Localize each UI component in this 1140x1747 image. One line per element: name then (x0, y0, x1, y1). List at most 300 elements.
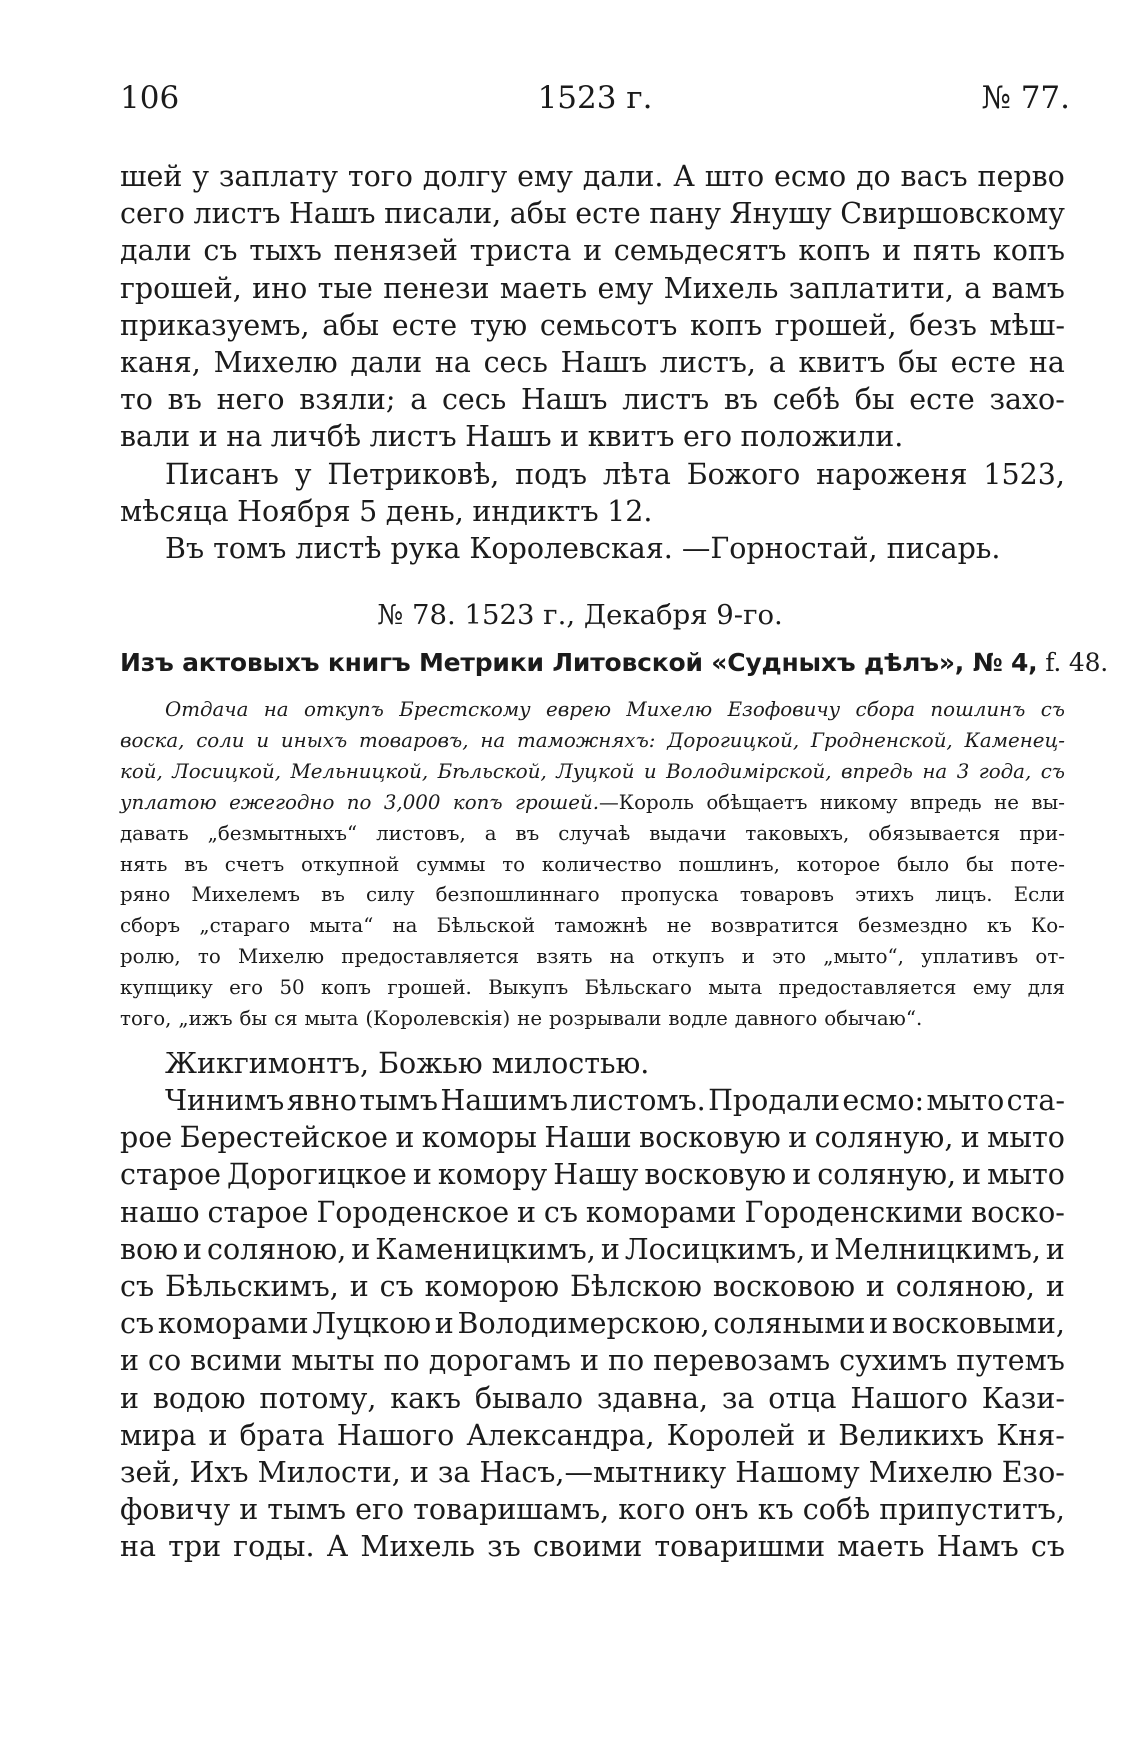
word: мыта (708, 976, 763, 1000)
word: Луцкою (312, 1307, 432, 1341)
word: и (409, 1455, 429, 1489)
summary-line (120, 695, 1065, 726)
word: безмездно (858, 914, 968, 938)
word: и (239, 1493, 259, 1527)
word: тую (469, 308, 528, 342)
word: Ноября (237, 494, 351, 528)
word: Володимерскою, (457, 1307, 710, 1341)
word: его (229, 976, 264, 1000)
word: впредь (909, 790, 982, 814)
word: и (580, 1344, 600, 1378)
summary-line (120, 1004, 1065, 1035)
word: заплату (218, 160, 338, 193)
word: того, (120, 1006, 172, 1030)
word: маеть (837, 1530, 925, 1564)
word: копъ (798, 234, 871, 268)
word: случаѣ (558, 821, 631, 845)
word: „мыто“, (823, 945, 904, 969)
text-line (120, 381, 1065, 418)
word: тымъ (359, 1084, 438, 1118)
word: вы- (1031, 790, 1065, 814)
word: за (437, 1455, 471, 1489)
word: Выкупъ (488, 976, 569, 1000)
word: Писанъ (165, 457, 279, 491)
word: 3,000 (383, 790, 441, 814)
word: мыты (291, 1344, 375, 1378)
word: отца (768, 1381, 837, 1415)
word: то (502, 852, 526, 876)
body-line (120, 1305, 1065, 1342)
word: на (480, 728, 506, 752)
date-line (120, 493, 1065, 530)
word: мыто (987, 1158, 1065, 1192)
word: квитъ (798, 345, 886, 379)
word: соляными (713, 1307, 866, 1341)
word: листъ, (659, 345, 756, 379)
word: мыта“ (309, 914, 374, 938)
word: мыта (304, 1006, 359, 1030)
word: Нашъ (289, 197, 376, 231)
word: на (1028, 345, 1065, 379)
document-78-body (120, 1082, 1065, 1565)
word: и (960, 1121, 980, 1155)
word: того (347, 160, 413, 193)
word: и (865, 1269, 885, 1303)
word: сесь (441, 383, 507, 417)
word: каня, (120, 345, 201, 379)
word: васъ (900, 160, 968, 193)
word: розрывали (548, 1006, 662, 1030)
word: листомъ. (570, 1084, 706, 1118)
word: Лосицкой, (172, 759, 281, 783)
word: Нашого (850, 1381, 968, 1415)
word: Ко- (1030, 914, 1065, 938)
word: абы (509, 197, 567, 231)
word: копъ (992, 234, 1065, 268)
word: съ (1040, 759, 1065, 783)
word: абы (322, 308, 380, 342)
word: Кази- (981, 1381, 1065, 1415)
word: водою (152, 1381, 246, 1415)
word: потому, (259, 1381, 377, 1415)
text-line (120, 232, 1065, 269)
word: триста (469, 234, 572, 268)
word: купщику (120, 976, 213, 1000)
word: въ (321, 883, 345, 907)
word: приказуемъ, (120, 308, 310, 342)
word: и (792, 1158, 812, 1192)
word: Михель (360, 1530, 476, 1564)
word: на (392, 914, 418, 938)
word: Свиршовскому (840, 197, 1065, 231)
word: есте (909, 383, 975, 417)
word: и (882, 234, 902, 268)
word: восковыми, (891, 1307, 1065, 1341)
word: воско- (971, 1195, 1065, 1229)
word: листъ (369, 420, 457, 454)
word: къ (757, 1493, 794, 1527)
word: есмо: (842, 1084, 925, 1118)
word: Насъ,—мытнику (479, 1455, 727, 1489)
word: ему (597, 271, 654, 305)
word: (Королевскія) (365, 1006, 511, 1030)
word: Мельницкой, (290, 759, 429, 783)
word: вою (120, 1232, 179, 1266)
word: кого (618, 1493, 686, 1527)
word: таможнѣ (554, 914, 648, 938)
word: Отдача (165, 698, 249, 722)
word: подъ (515, 457, 587, 491)
word: иныхъ (280, 728, 348, 752)
word: которое (796, 852, 881, 876)
body-line (120, 1380, 1065, 1417)
word: Дорогицкое (227, 1158, 407, 1192)
word: 1523, (983, 457, 1065, 491)
word: Володимірской, (666, 759, 832, 783)
word: возвратится (710, 914, 839, 938)
document-78-title: № 78. 1523 г., Декабря 9-го. (377, 599, 783, 632)
word: мыто (926, 1084, 1005, 1118)
word: Каменицкимъ, (375, 1232, 596, 1266)
word: Великихъ (838, 1418, 985, 1452)
word: откупъ (651, 945, 725, 969)
document-summary (120, 695, 1065, 1035)
word: всими (190, 1344, 283, 1378)
greeting-text: Жикгимонтъ, Божью милостью. (165, 1046, 650, 1080)
word: пошлинъ, (678, 852, 780, 876)
word: Дорогицкой, (667, 728, 800, 752)
word: Бѣльскаго (584, 976, 692, 1000)
word: счетъ (224, 852, 285, 876)
word: выдачи (649, 821, 727, 845)
word: и (807, 1418, 827, 1452)
body-line (120, 1268, 1065, 1305)
word: при- (1019, 821, 1065, 845)
word: какъ (390, 1381, 462, 1415)
date-line (120, 456, 1065, 493)
word: товаровъ (739, 883, 834, 907)
word: взяли; (299, 383, 396, 417)
page-number: 106 (120, 80, 180, 116)
body-line (120, 1491, 1065, 1528)
text-line (120, 307, 1065, 344)
word: своими (532, 1530, 643, 1564)
word: а (484, 821, 497, 845)
word: перво (977, 160, 1065, 193)
word: „ижъ (178, 1006, 233, 1030)
word: на (609, 945, 635, 969)
word: Михелемъ (191, 883, 300, 907)
word: ино (252, 271, 308, 305)
word: пропуска (620, 883, 719, 907)
word: ролю, (120, 945, 181, 969)
word: Продали (708, 1084, 840, 1118)
word: грошей, (774, 308, 897, 342)
word: со (147, 1344, 182, 1378)
word: въ (515, 821, 540, 845)
word: Езофовичу (727, 698, 841, 722)
word: от- (1035, 945, 1065, 969)
word: Мелницкимъ, (834, 1232, 1041, 1266)
word: вали (120, 420, 191, 454)
word: на (226, 420, 263, 454)
source-citation-folio: f. 48. (1037, 648, 1109, 678)
word: у (192, 160, 209, 193)
body-line (120, 1231, 1065, 1268)
word: Александра, (466, 1418, 655, 1452)
word: давать (120, 821, 189, 845)
word: никому (819, 790, 898, 814)
word: дали (120, 234, 192, 268)
word: съ (120, 1307, 155, 1341)
summary-line (120, 973, 1065, 1004)
word: вамъ (991, 271, 1065, 305)
word: листъ (193, 197, 281, 231)
word: его (355, 1493, 405, 1527)
word: положили. (740, 420, 904, 454)
word: Божого (686, 457, 801, 491)
summary-line (120, 819, 1065, 850)
word: Нашу (553, 1158, 639, 1192)
word: пошлинъ (930, 698, 1026, 722)
word: обязывается (868, 821, 1001, 845)
word: къ (986, 914, 1012, 938)
word: ся (274, 1006, 298, 1030)
word: и (962, 1158, 982, 1192)
word: съ (120, 1269, 155, 1303)
word: не (994, 790, 1019, 814)
word: безпошлиннаго (435, 883, 600, 907)
word: сесь (483, 345, 548, 379)
word: и (600, 1232, 620, 1266)
word: и (810, 1232, 830, 1266)
word: уплативъ (921, 945, 1019, 969)
word: Бѣльской (436, 914, 536, 938)
word: листовъ, (376, 821, 466, 845)
word: себѣ (772, 383, 840, 417)
page-body (120, 158, 1109, 1565)
body-line (120, 1156, 1065, 1193)
word: маеть (499, 271, 588, 305)
word: коморы (421, 1121, 537, 1155)
word: нашо (120, 1195, 200, 1229)
word: съ (543, 1195, 578, 1229)
header-year: 1523 г. (537, 80, 653, 116)
word: за (721, 1381, 755, 1415)
word: бы (965, 852, 994, 876)
summary-line (120, 850, 1065, 881)
word: Нашому (735, 1455, 860, 1489)
word: восковую (639, 1121, 781, 1155)
word: кой, (120, 759, 163, 783)
word: мыто (987, 1121, 1065, 1155)
word: товаришамъ, (413, 1493, 610, 1527)
source-citation-bold: Изъ актовыхъ книгъ Метрики Литовской «Судныхъ дѣлъ», № 4, (120, 648, 1038, 678)
word: дали (350, 345, 423, 379)
word: Гродненской, (810, 728, 953, 752)
word: грошей. (387, 976, 472, 1000)
word: и (395, 1121, 415, 1155)
word: въ (184, 852, 208, 876)
word: три (168, 1530, 222, 1564)
word: мѣш- (989, 308, 1065, 342)
body-line (120, 1342, 1065, 1379)
word: собѣ (802, 1493, 871, 1527)
word: на (263, 698, 289, 722)
word: взять (536, 945, 593, 969)
word: явно (286, 1084, 357, 1118)
word: этихъ (855, 883, 915, 907)
word: количество (541, 852, 662, 876)
word: Михелю (868, 1455, 993, 1489)
word: до (855, 160, 891, 193)
word: и (412, 1158, 432, 1192)
word: и (1045, 1269, 1065, 1303)
word: бы (239, 1006, 268, 1030)
date-paragraph (120, 456, 1065, 530)
word: есмо (773, 160, 847, 193)
word: Михелю (626, 698, 713, 722)
word: было (897, 852, 950, 876)
word: и (434, 1307, 454, 1341)
word: путемъ (956, 1344, 1065, 1378)
word: копъ (690, 308, 763, 342)
word: писали, (384, 197, 502, 231)
word: сбора (855, 698, 916, 722)
summary-line (120, 911, 1065, 942)
signature-line (120, 530, 1065, 567)
continued-text (120, 158, 1065, 456)
word: и (560, 420, 580, 454)
word: копъ (320, 976, 371, 1000)
word: его (683, 420, 732, 454)
word: тые (317, 271, 373, 305)
body-line (120, 1082, 1065, 1119)
word: комору (437, 1158, 548, 1192)
word: и (788, 1121, 808, 1155)
word: и (208, 1418, 228, 1452)
word: А (673, 160, 695, 193)
word: есте (950, 345, 1017, 379)
word: товаровъ, (358, 728, 469, 752)
word: Янушу (729, 197, 832, 231)
word: товаришми (654, 1530, 826, 1564)
word: и (256, 728, 270, 752)
word: то (197, 945, 221, 969)
header-document-number: № 77. (981, 80, 1070, 116)
word: безъ (909, 308, 977, 342)
word: фовичу (120, 1493, 231, 1527)
word: тымъ (267, 1493, 347, 1527)
word: съ (1040, 698, 1065, 722)
word: лицъ. (935, 883, 993, 907)
word: грошей, (120, 271, 242, 305)
word: по (608, 1344, 645, 1378)
word: водле (668, 1006, 728, 1030)
summary-line (120, 788, 1065, 819)
text-line (120, 344, 1065, 381)
word: Наши (544, 1121, 632, 1155)
word: долгу (422, 160, 508, 193)
word: бы (854, 383, 895, 417)
word: а (410, 383, 428, 417)
word: и (741, 945, 755, 969)
word: и (120, 1381, 139, 1415)
word: бы (898, 345, 938, 379)
source-citation (120, 645, 1109, 681)
word: „стараго (199, 914, 291, 938)
word: Луцкой (556, 759, 635, 783)
word: соляною, (895, 1269, 1035, 1303)
word: сухимъ (839, 1344, 948, 1378)
word: и (869, 1307, 889, 1341)
word: съ (1030, 1530, 1065, 1564)
word: грошей.—Король (514, 790, 694, 814)
word: брата (239, 1418, 325, 1452)
word: Нашъ (465, 420, 552, 454)
word: есте (391, 308, 458, 342)
word: и (1045, 1232, 1065, 1266)
word: и (351, 1232, 371, 1266)
word: Езо- (1001, 1455, 1065, 1489)
word: и (120, 1344, 139, 1378)
word: 12. (607, 494, 653, 528)
word: нять (120, 852, 168, 876)
word: ряно (120, 883, 171, 907)
summary-line (120, 757, 1065, 788)
word: и (583, 234, 603, 268)
word: здавна, (596, 1381, 709, 1415)
word: а (964, 271, 982, 305)
word: поте- (1010, 852, 1065, 876)
word: Если (1013, 883, 1065, 907)
text-line (120, 418, 1065, 455)
word: него (216, 383, 285, 417)
word: 50 (279, 976, 305, 1000)
word: есте (575, 197, 641, 231)
word: на (434, 345, 471, 379)
word: зей, (120, 1455, 181, 1489)
word: Намъ (936, 1530, 1019, 1564)
word: припуститъ, (879, 1493, 1065, 1527)
word: съ (203, 234, 238, 268)
word: Михелю (237, 945, 325, 969)
word: годы. (233, 1530, 315, 1564)
word: и (183, 1232, 203, 1266)
word: сего (120, 197, 185, 231)
word: захо- (989, 383, 1065, 417)
word: ежегодно (229, 790, 335, 814)
greeting-line (120, 1045, 1065, 1082)
word: Каменец- (964, 728, 1065, 752)
word: 5 (359, 494, 378, 528)
text-line (120, 270, 1065, 307)
word: по (383, 1344, 420, 1378)
word: Нашъ (560, 345, 648, 379)
word: года, (978, 759, 1032, 783)
word: у (294, 457, 312, 491)
word: для (1027, 976, 1065, 1000)
word: А (326, 1530, 349, 1564)
word: пять (912, 234, 982, 268)
word: Городенскими (744, 1195, 964, 1229)
word: то (120, 383, 153, 417)
word: „безмытныхъ“ (207, 821, 358, 845)
word: Кня- (996, 1418, 1065, 1452)
summary-line (120, 880, 1065, 911)
word: а (768, 345, 786, 379)
word: шей (120, 160, 183, 193)
